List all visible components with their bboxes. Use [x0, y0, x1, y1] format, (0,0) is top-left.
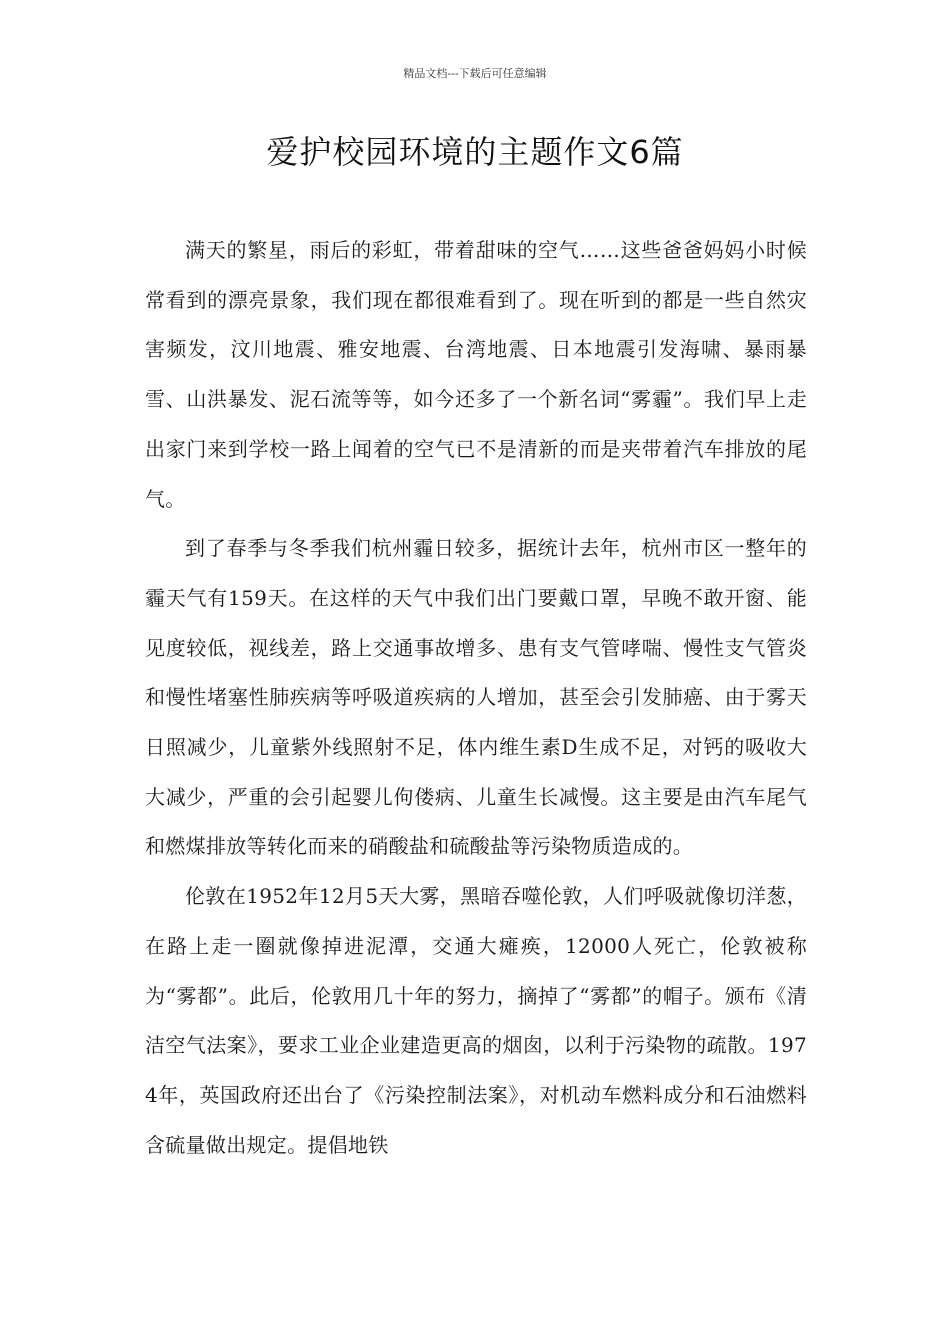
document-title: 爱护校园环境的主题作文6篇 [266, 133, 684, 171]
header-note: 精品文档---下载后可任意编辑 [403, 67, 547, 80]
paragraph-1: 满天的繁星，雨后的彩虹，带着甜味的空气……这些爸爸妈妈小时候常看到的漂亮景象，我们现在都很难看到了。现在听到的都是一些自然灾害频发，汶川地震、雅安地震、台湾地震、日本地震引发海啸、暴雨暴雪、山洪暴发、泥石流等等，如今还多了一个新名词“雾霾”。我们早上走出家门来到学校一路上闻着的空气已不是清新的而是夹带着汽车排放的尾气。 [145, 238, 807, 511]
paragraph-3: 伦敦在1952年12月5天大雾，黑暗吞噬伦敦，人们呼吸就像切洋葱，在路上走一圈就像掉进泥潭，交通大瘫痪，12000人死亡，伦敦被称为“雾都”。此后，伦敦用几十年的努力，摘掉了“雾都”的帽子。颁布《清洁空气法案》，要求工业企业建造更高的烟囱，以利于污染物的疏散。1974年，英国政府还出台了《污染控制法案》，对机动车燃料成分和石油燃料含硫量做出规定。提倡地铁 [145, 884, 807, 1157]
document-body [145, 226, 807, 1170]
paragraph-2: 到了春季与冬季我们杭州霾日较多，据统计去年，杭州市区一整年的霾天气有159天。在这样的天气中我们出门要戴口罩，早晚不敢开窗、能见度较低，视线差，路上交通事故增多、患有支气管哮喘、慢性支气管炎和慢性堵塞性肺疾病等呼吸道疾病的人增加，甚至会引发肺癌、由于雾天日照减少，儿童紫外线照射不足，体内维生素D生成不足，对钙的吸收大大减少，严重的会引起婴儿佝偻病、儿童生长减慢。这主要是由汽车尾气和燃煤排放等转化而来的硝酸盐和硫酸盐等污染物质造成的。 [145, 536, 807, 859]
